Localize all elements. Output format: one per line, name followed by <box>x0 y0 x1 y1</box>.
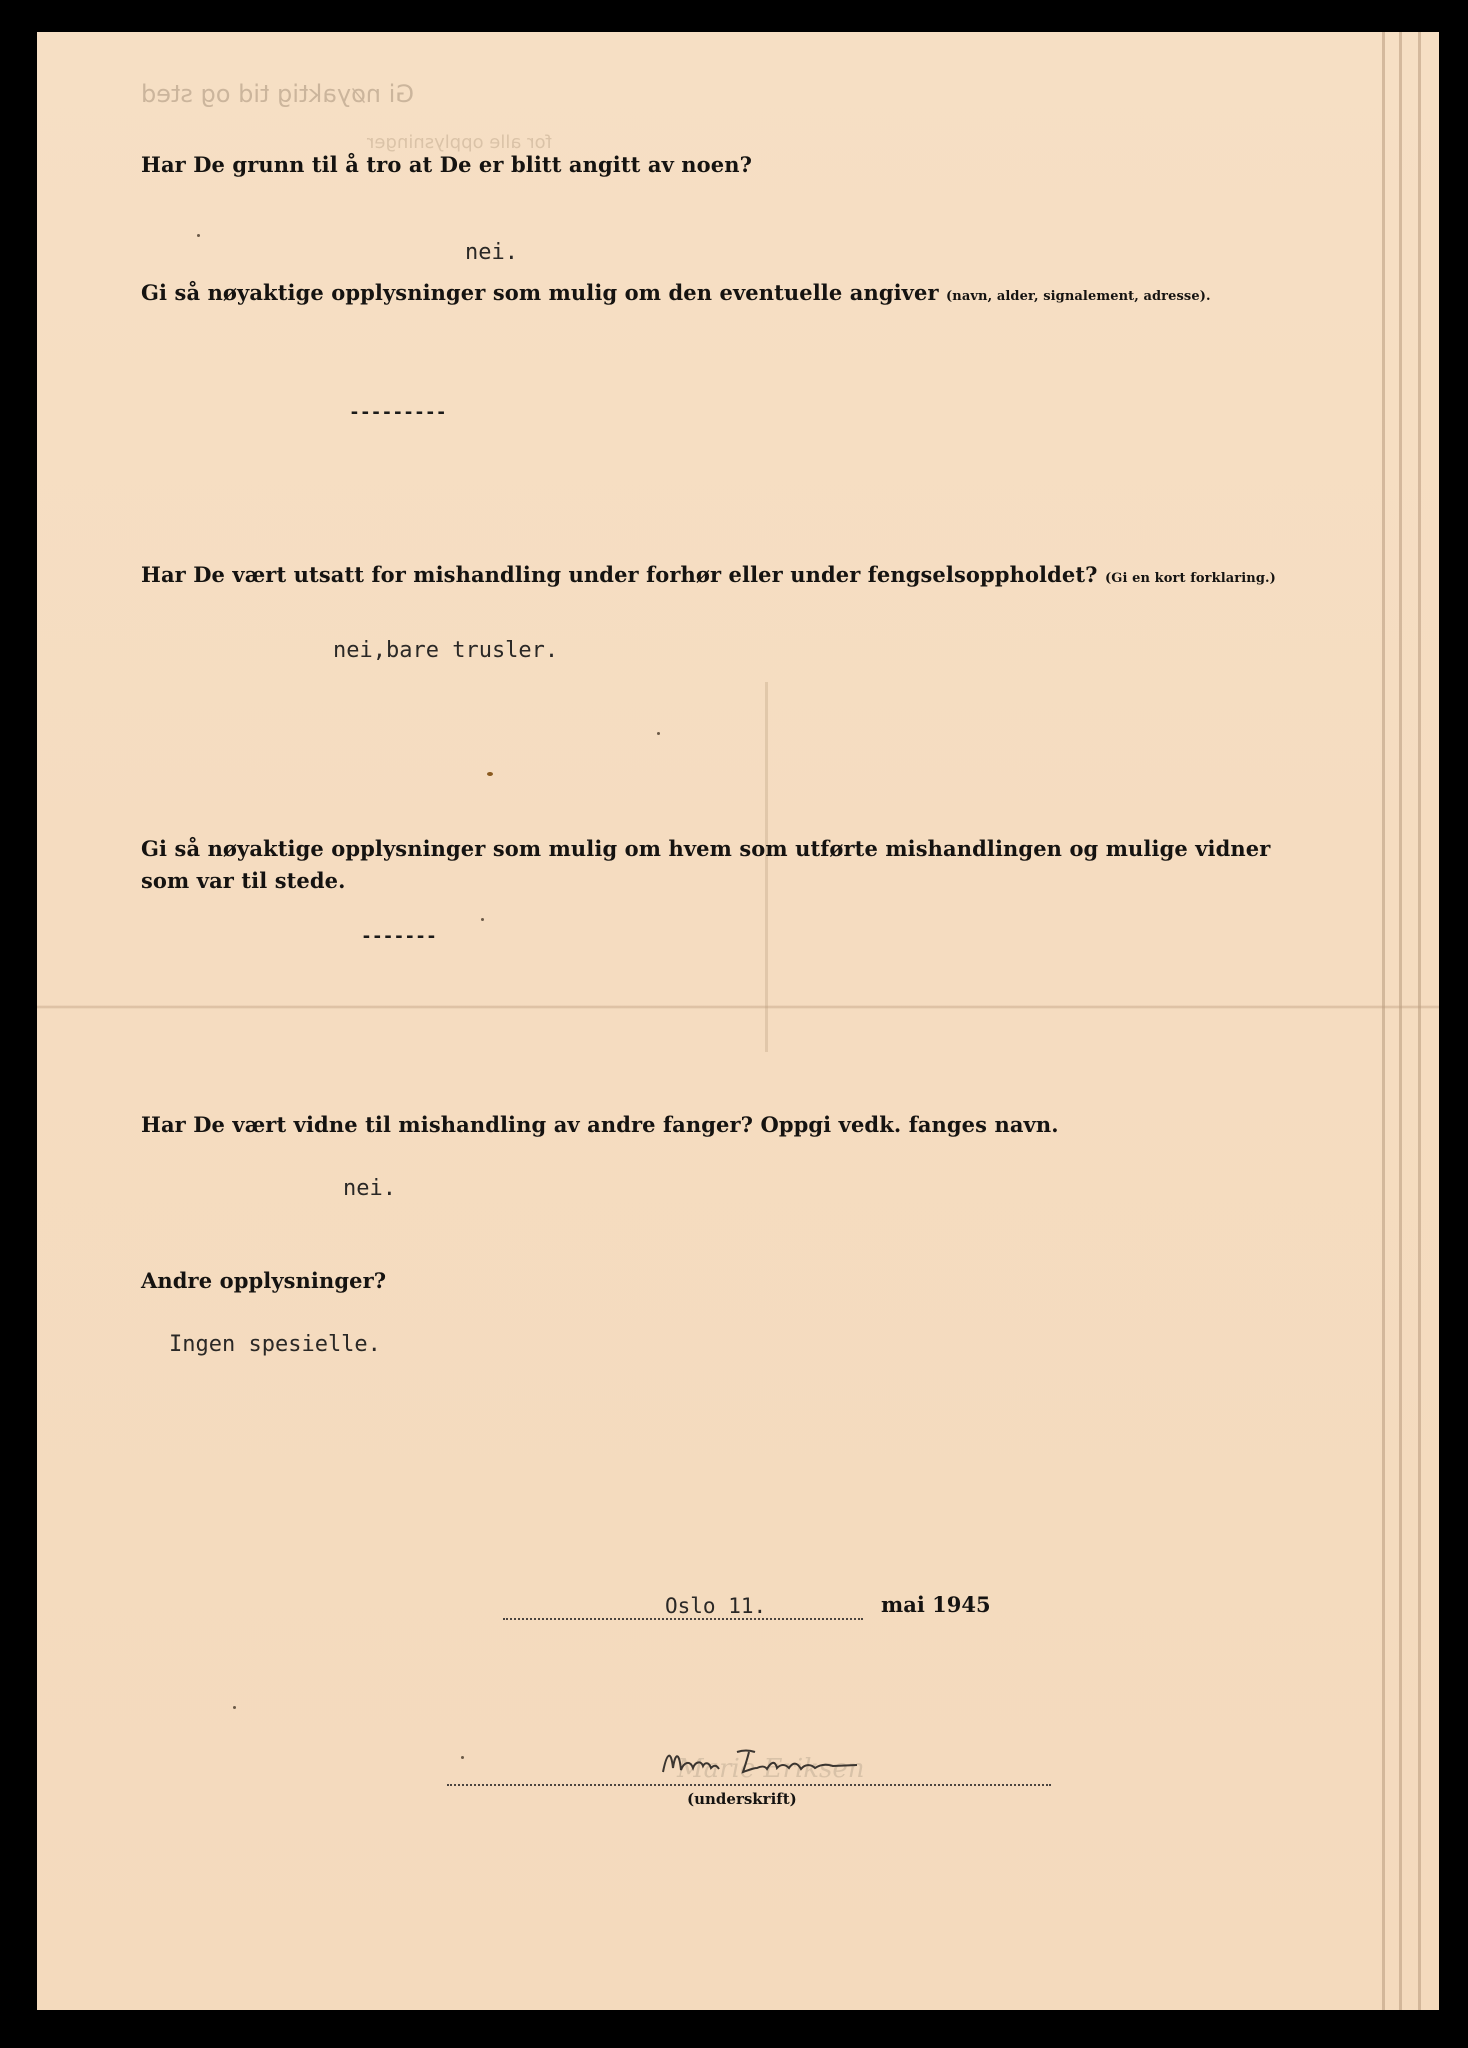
question-angitt <box>141 152 752 177</box>
document-page <box>37 32 1439 2010</box>
date-place-day: Oslo 11. <box>665 1594 767 1618</box>
date-line <box>503 1618 863 1620</box>
signature-name: Marie Eriksen <box>677 1754 865 1784</box>
question-text: Gi så nøyaktige opplysninger som mulig om den eventuelle angiver <box>141 280 939 305</box>
answer-vidne: nei. <box>343 1176 396 1201</box>
question-utforte <box>141 836 1270 861</box>
question-utforte-cont <box>141 868 346 893</box>
question-text: Har De vært vidne til mishandling av andre fanger? Oppgi vedk. fanges navn. <box>141 1112 1059 1137</box>
date-month-year: mai 1945 <box>881 1592 991 1617</box>
question-angiver <box>141 280 1211 305</box>
answer-angiver: --------- <box>349 402 447 423</box>
question-text: Har De vært utsatt for mishandling under forhør eller under fengselsoppholdet? <box>141 562 1098 587</box>
question-mishandling <box>141 562 1276 587</box>
show-through-text: Gi nøyaktig tid og sted <box>141 80 414 108</box>
question-text: Har De grunn til å tro at De er blitt angitt av noen? <box>141 152 752 177</box>
page-edge <box>1399 32 1402 2010</box>
speck <box>197 234 200 237</box>
question-text: som var til stede. <box>141 868 346 893</box>
question-note: (navn, alder, signalement, adresse). <box>946 289 1211 304</box>
question-text: Gi så nøyaktige opplysninger som mulig om hvem som utførte mishandlingen og mulige vidner <box>141 836 1271 861</box>
page-edge <box>1418 32 1421 2010</box>
question-text: Andre opplysninger? <box>141 1268 387 1293</box>
answer-mishandling: nei,bare trusler. <box>333 638 559 663</box>
speck <box>657 732 660 735</box>
answer-utforte: ------- <box>361 926 437 947</box>
speck <box>487 772 493 776</box>
page-edge <box>1382 32 1385 2010</box>
fold-crease <box>765 682 768 1052</box>
fold-crease <box>37 1005 1439 1009</box>
signature-caption: (underskrift) <box>687 1790 797 1808</box>
speck <box>233 1706 236 1709</box>
signature-line <box>447 1784 1051 1786</box>
answer-angitt: nei. <box>465 240 518 265</box>
speck <box>481 918 484 921</box>
show-through-text: for alle opplysninger <box>367 132 552 153</box>
speck <box>461 1756 464 1759</box>
question-vidne <box>141 1112 1059 1137</box>
answer-andre: Ingen spesielle. <box>169 1332 381 1357</box>
question-note: (Gi en kort forklaring.) <box>1105 571 1276 586</box>
question-andre <box>141 1268 386 1293</box>
